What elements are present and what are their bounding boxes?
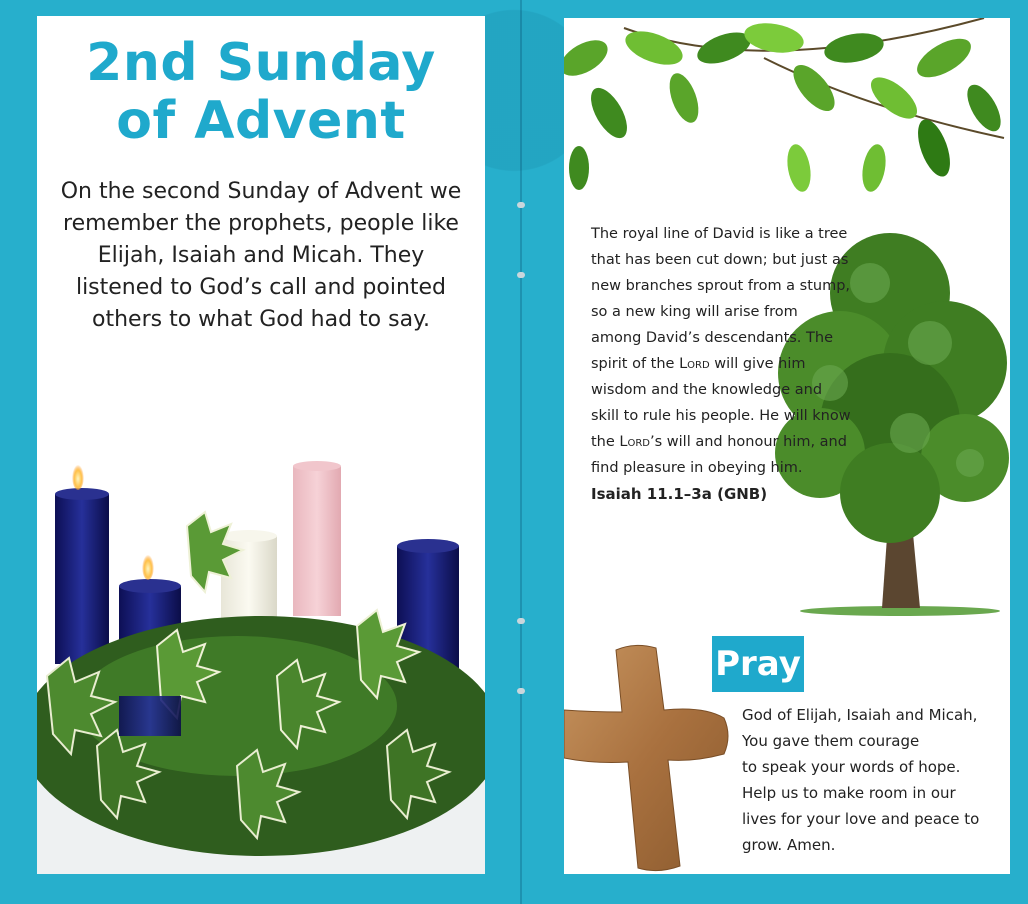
lord-small-caps: Lord bbox=[619, 434, 651, 450]
scripture-passage bbox=[591, 221, 851, 507]
advent-candles-image bbox=[37, 446, 485, 874]
prayer-line: You gave them courage bbox=[742, 732, 920, 750]
prayer-line: God of Elijah, Isaiah and Micah, bbox=[742, 706, 978, 724]
pink-candle bbox=[293, 461, 341, 616]
center-fold bbox=[520, 0, 522, 904]
purple-candle-lit bbox=[55, 462, 109, 664]
page-title bbox=[37, 34, 485, 150]
leaves-image bbox=[564, 18, 1010, 218]
lord-small-caps: Lord bbox=[679, 356, 710, 372]
prayer-line: to speak your words of hope. bbox=[742, 758, 961, 776]
prayer-text bbox=[742, 702, 1004, 858]
prayer-line: lives for your love and peace to bbox=[742, 810, 980, 828]
wooden-cross-image bbox=[564, 640, 734, 874]
intro-text: On the second Sunday of Advent we remember the prophets, people like Elijah, Isaiah and Micah. They listened to God’s call and pointed others to what God had to say. bbox=[60, 179, 462, 332]
staple bbox=[517, 618, 525, 624]
scripture-text: The royal line of David is like a tree that has been cut down; but just as new branches sprout from a stump, so a new king will arise from among David’s descendants. The spirit of the bbox=[591, 226, 851, 372]
staple bbox=[517, 688, 525, 694]
scripture-text: ’s will and honour him, and find pleasure in obeying him. bbox=[591, 434, 847, 476]
title-line-2: of Advent bbox=[116, 91, 406, 151]
scripture-reference: Isaiah 11.1–3a (GNB) bbox=[591, 485, 768, 503]
pray-heading: Pray bbox=[712, 636, 804, 692]
right-page bbox=[564, 18, 1010, 874]
left-page bbox=[37, 16, 485, 874]
prayer-line: grow. Amen. bbox=[742, 836, 836, 854]
staple bbox=[517, 202, 525, 208]
scripture-text: will give him wisdom and the knowledge and skill to rule his people. He will know the bbox=[591, 356, 851, 450]
staple bbox=[517, 272, 525, 278]
title-line-1: 2nd Sunday bbox=[86, 33, 436, 93]
prayer-line: Help us to make room in our bbox=[742, 784, 956, 802]
